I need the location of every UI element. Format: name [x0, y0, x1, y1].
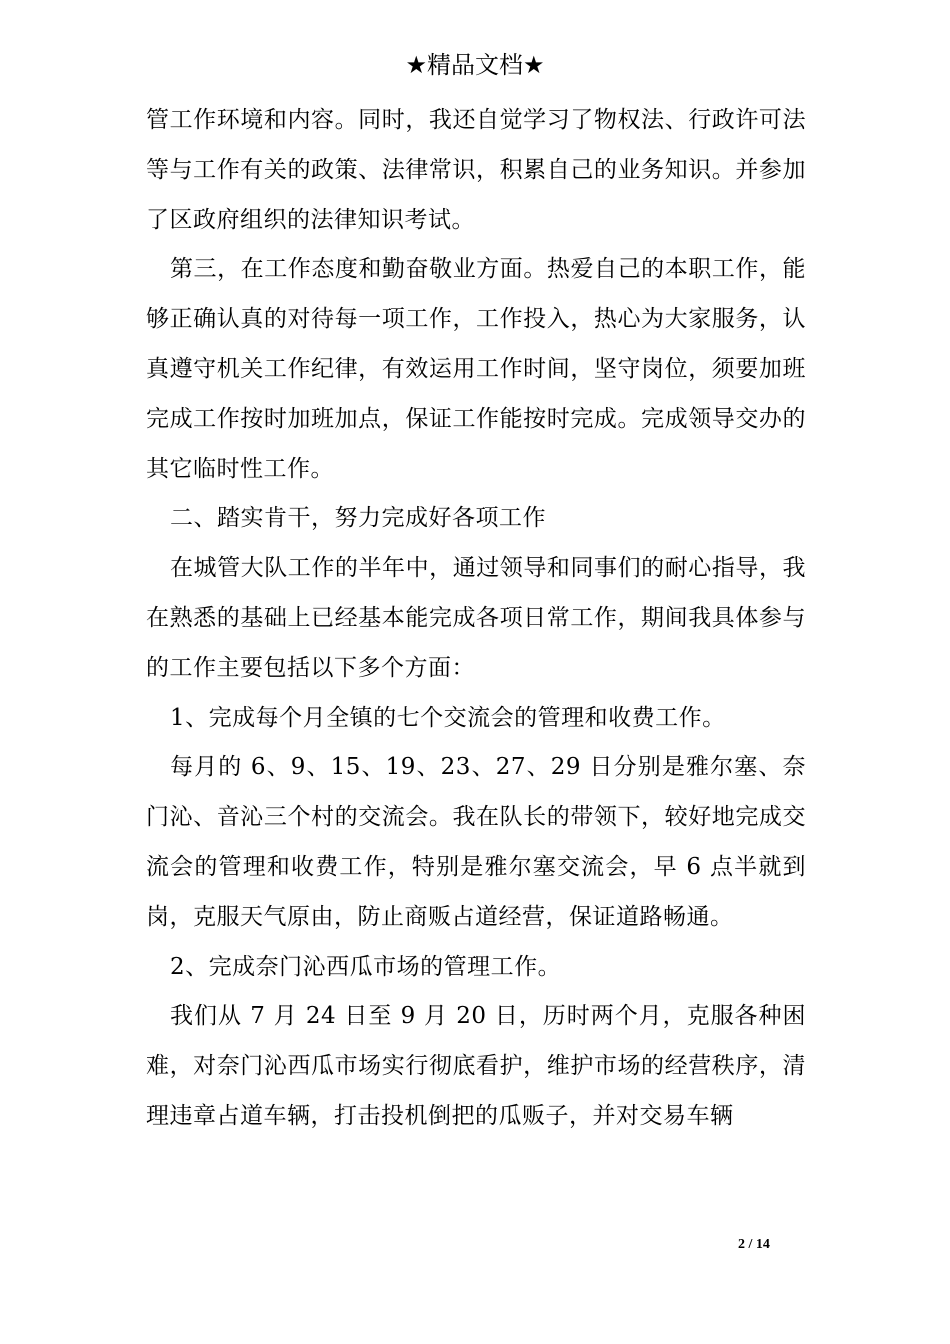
list-item-2: 2、完成奈门沁西瓜市场的管理工作。: [170, 953, 562, 980]
list-item-1: 1、完成每个月全镇的七个交流会的管理和收费工作。: [170, 704, 726, 731]
paragraph-1: 管工作环境和内容。同时，我还自觉学习了物权法、行政许可法等与工作有关的政策、法律常识，积累自己的业务知识。并参加了区政府组织的法律知识考试。: [146, 107, 806, 233]
page-number: 2 / 14: [738, 1237, 770, 1252]
paragraph-4: 每月的 6、9、15、19、23、27、29 日分别是雅尔塞、奈门沁、音沁三个村的交流会。我在队长的带领下，较好地完成交流会的管理和收费工作，特别是雅尔塞交流会，早 6 点半就到岗，克服天气原由，防止商贩占道经营，保证道路畅通。: [146, 754, 806, 930]
paragraph-2: 第三，在工作态度和勤奋敬业方面。热爱自己的本职工作，能够正确认真的对待每一项工作，工作投入，热心为大家服务，认真遵守机关工作纪律，有效运用工作时间，坚守岗位，须要加班完成工作按时加班加点，保证工作能按时完成。完成领导交办的其它临时性工作。: [146, 256, 806, 482]
document-body: [146, 96, 806, 1142]
paragraph-5: 我们从 7 月 24 日至 9 月 20 日，历时两个月，克服各种困难，对奈门沁西瓜市场实行彻底看护，维护市场的经营秩序，清理违章占道车辆，打击投机倒把的瓜贩子，并对交易车辆: [146, 1003, 806, 1129]
section-heading-2: 二、踏实肯干，努力完成好各项工作: [170, 505, 546, 532]
page-header-title: ★精品文档★: [405, 51, 545, 79]
paragraph-3: 在城管大队工作的半年中，通过领导和同事们的耐心指导，我在熟悉的基础上已经基本能完成各项日常工作，期间我具体参与的工作主要包括以下多个方面：: [146, 555, 806, 681]
